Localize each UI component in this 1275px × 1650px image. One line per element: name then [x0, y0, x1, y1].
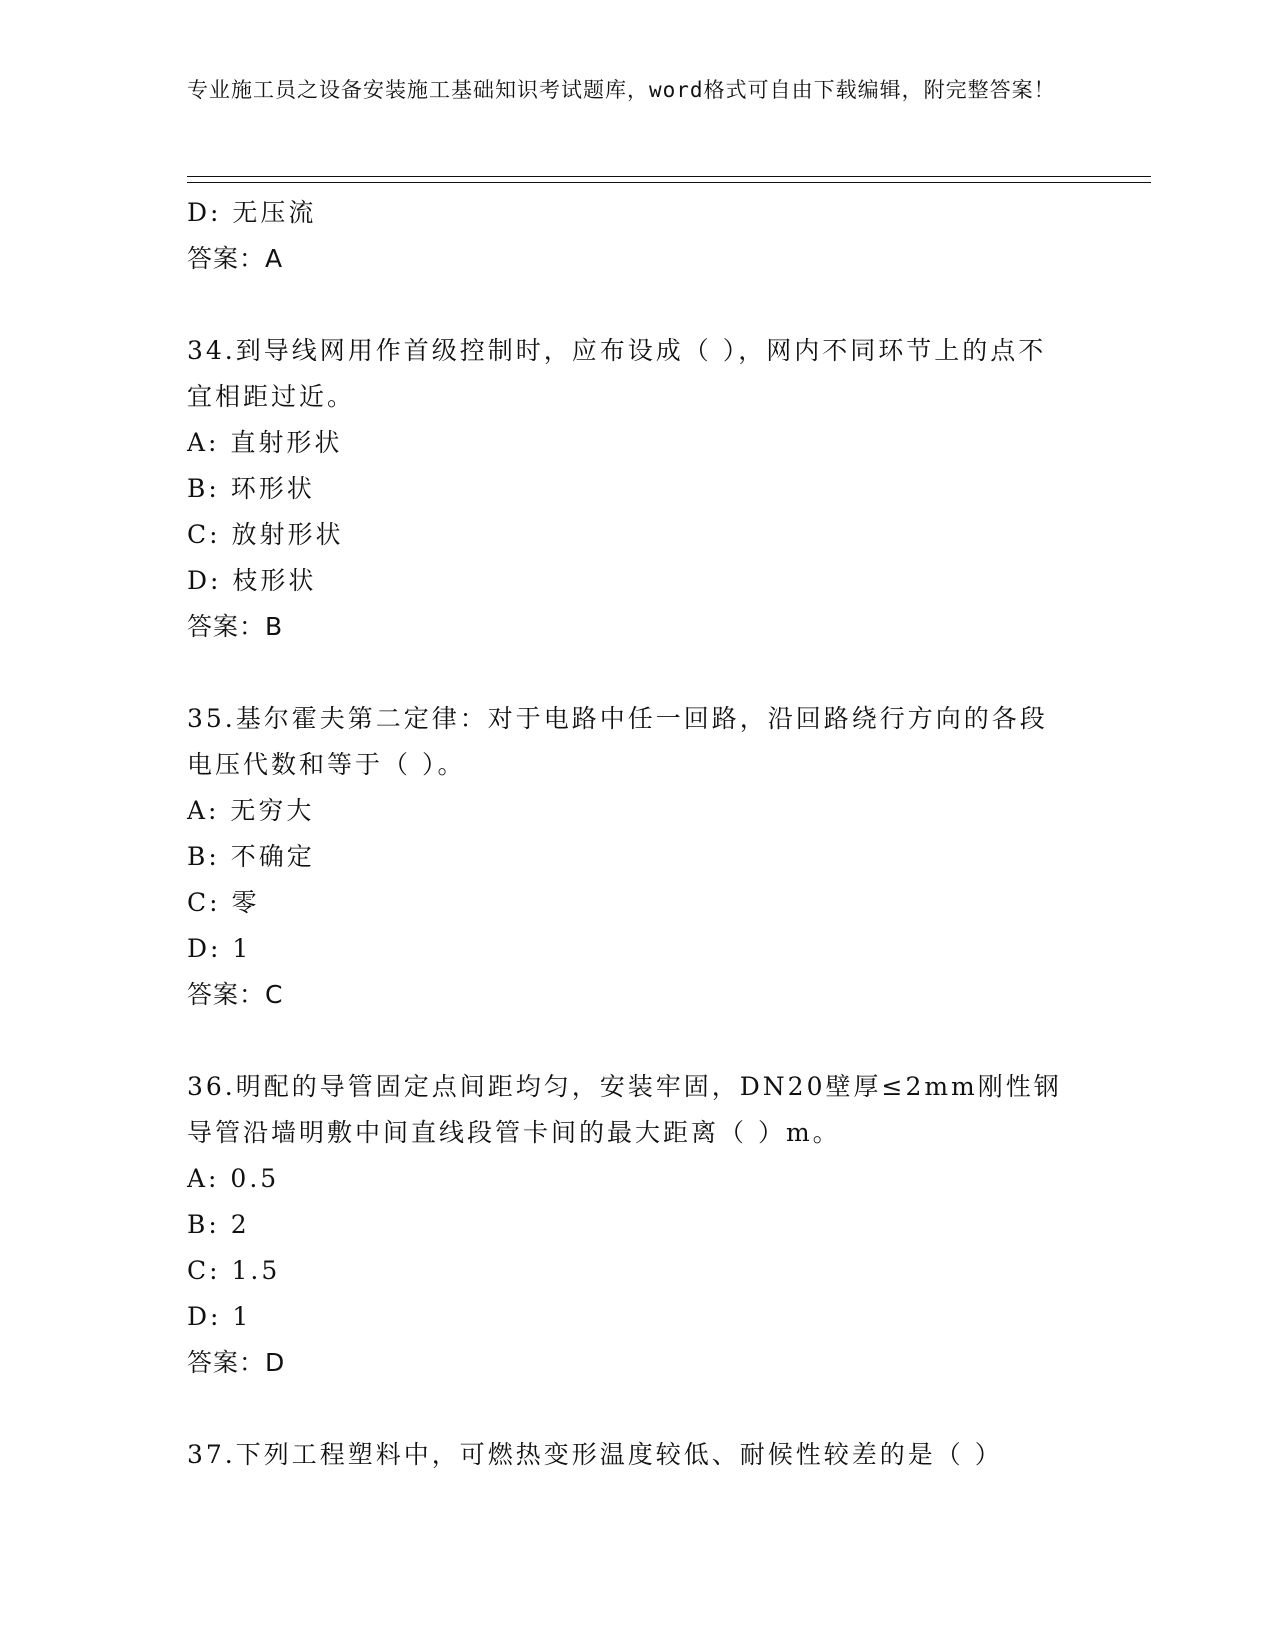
option-b: B: 2: [187, 1210, 250, 1239]
question-content: [187, 190, 1107, 1478]
question-text: 35.基尔霍夫第二定律：对于电路中任一回路，沿回路绕行方向的各段电压代数和等于（ ）。: [187, 704, 1048, 779]
option-a: A: 直射形状: [187, 428, 343, 457]
question-text: 37.下列工程塑料中，可燃热变形温度较低、耐候性较差的是（ ）: [187, 1440, 1003, 1469]
option-b: B: 不确定: [187, 842, 315, 871]
option-d: D: 1: [187, 934, 252, 963]
option-d: D: 枝形状: [187, 566, 317, 595]
option-d: D: 1: [187, 1302, 252, 1331]
option-d: D: 无压流: [187, 198, 317, 227]
header-divider-bottom: [187, 182, 1151, 183]
answer: 答案：B: [187, 612, 284, 641]
header-divider-top: [187, 176, 1151, 177]
answer: 答案：C: [187, 980, 284, 1009]
option-c: C: 零: [187, 888, 260, 917]
option-a: A: 0.5: [187, 1164, 280, 1193]
spacer: [187, 1018, 1107, 1064]
answer: 答案：D: [187, 1348, 286, 1377]
page-header: 专业施工员之设备安装施工基础知识考试题库，word格式可自由下载编辑，附完整答案！: [187, 78, 1056, 102]
option-a: A: 无穷大: [187, 796, 315, 825]
spacer: [187, 650, 1107, 696]
question-text: 34.到导线网用作首级控制时，应布设成（ ），网内不同环节上的点不宜相距过近。: [187, 336, 1047, 411]
option-c: C: 1.5: [187, 1256, 281, 1285]
question-text: 36.明配的导管固定点间距均匀，安装牢固，DN20壁厚≤2mm刚性钢导管沿墙明敷中间直线段管卡间的最大距离（ ）m。: [187, 1072, 1062, 1147]
option-b: B: 环形状: [187, 474, 315, 503]
spacer: [187, 1386, 1107, 1432]
spacer: [187, 282, 1107, 328]
answer: 答案：A: [187, 244, 284, 273]
option-c: C: 放射形状: [187, 520, 344, 549]
